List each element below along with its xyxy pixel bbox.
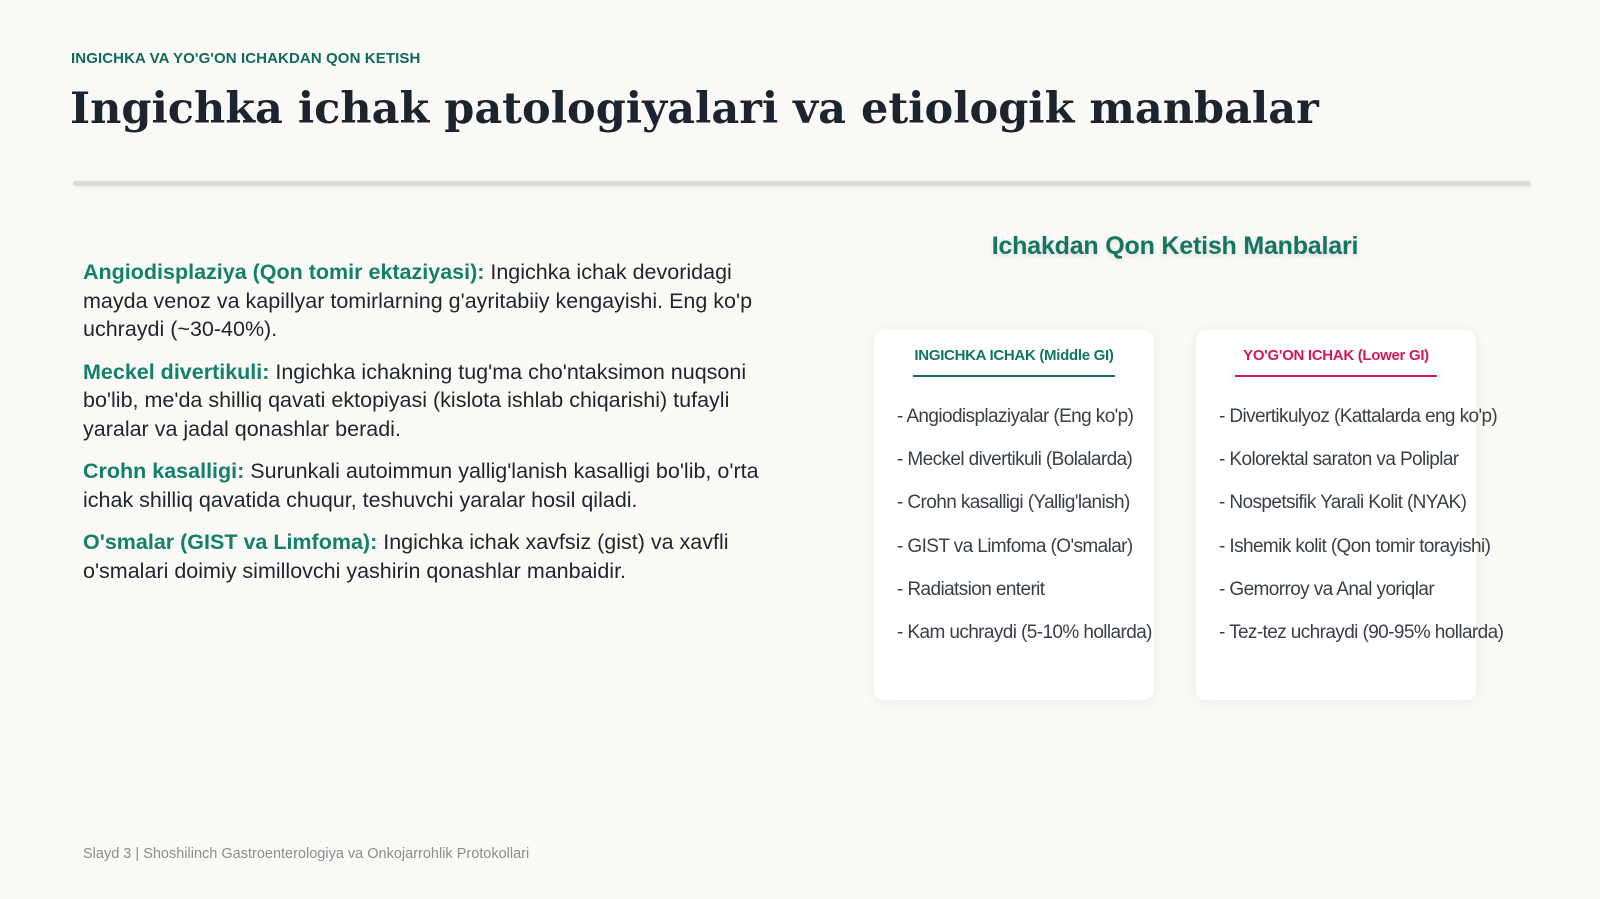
etiology-description: Ingichka ichakning tug'ma cho'ntaksimon nuqsoni bo'lib, me'da shilliq qavati ektopiyasi (kislota ishlab chiqarishi) tufayli yaralar va jadal qonashlar beradi. [83, 359, 747, 441]
etiology-term: Angiodisplaziya (Qon tomir ektaziyasi): [83, 260, 485, 284]
list-item: - Divertikulyoz (Kattalarda eng ko'p) [1219, 406, 1498, 427]
list-item: - Kolorektal saraton va Poliplar [1219, 449, 1459, 471]
middle-gi-list [897, 405, 1154, 664]
list-item: - GIST va Limfoma (O'smalar) [897, 535, 1133, 557]
etiology-term: O'smalar (GIST va Limfoma): [83, 530, 378, 554]
list-item: - Radiatsion enterit [897, 578, 1045, 600]
list-item: - Ishemik kolit (Qon tomir torayishi) [1219, 535, 1491, 557]
etiology-description: Ingichka ichak devoridagi mayda venoz va kapillyar tomirlarning g'ayritabiiy kengayishi. Eng ko'p uchraydi (~30-40%). [83, 260, 753, 341]
etiology-description: Ingichka ichak xavfsiz (gist) va xavfli o'smalari doimiy simillovchi yashirin qonashlar manbaidir. [83, 530, 729, 583]
list-item: - Meckel divertikuli (Bolalarda) [897, 449, 1133, 471]
list-item: - Tez-tez uchraydi (90-95% hollarda) [1219, 621, 1504, 643]
middle-gi-underline [913, 375, 1115, 377]
lower-gi-heading: YO'G'ON ICHAK (Lower GI) [1243, 347, 1429, 364]
etiology-item-meckel [83, 358, 783, 444]
middle-gi-card [874, 330, 1154, 700]
slide-title: Ingichka ichak patologiyalari va etiologik manbalar [70, 84, 1319, 134]
slide-footer: Slayd 3 | Shoshilinch Gastroenterologiya va Onkojarrohlik Protokollari [83, 846, 530, 862]
etiology-term: Meckel divertikuli: [83, 359, 270, 384]
etiology-item-angiodysplasia [83, 258, 783, 344]
list-item: - Gemorroy va Anal yoriqlar [1219, 578, 1435, 600]
etiology-list [83, 258, 783, 599]
etiology-item-crohn [83, 457, 783, 514]
list-item: - Kam uchraydi (5-10% hollarda) [897, 621, 1152, 643]
list-item: - Nospetsifik Yarali Kolit (NYAK) [1219, 492, 1467, 514]
middle-gi-heading: INGICHKA ICHAK (Middle GI) [914, 347, 1114, 364]
etiology-item-tumors [83, 528, 783, 585]
lower-gi-card [1196, 330, 1504, 700]
etiology-description: Surunkali autoimmun yallig'lanish kasalligi bo'lib, o'rta ichak shilliq qavatida chuqur, teshuvchi yaralar hosil qiladi. [83, 459, 759, 512]
list-item: - Crohn kasalligi (Yallig'lanish) [897, 492, 1130, 514]
slide-eyebrow: INGICHKA VA YO'G'ON ICHAKDAN QON KETISH [71, 50, 421, 67]
lower-gi-list [1219, 405, 1504, 664]
lower-gi-underline [1235, 375, 1437, 377]
etiology-term: Crohn kasalligi: [83, 459, 245, 483]
list-item: - Angiodisplaziyalar (Eng ko'p) [897, 406, 1134, 427]
title-divider [73, 181, 1531, 186]
diagram-title: Ichakdan Qon Ketish Manbalari [991, 232, 1359, 260]
